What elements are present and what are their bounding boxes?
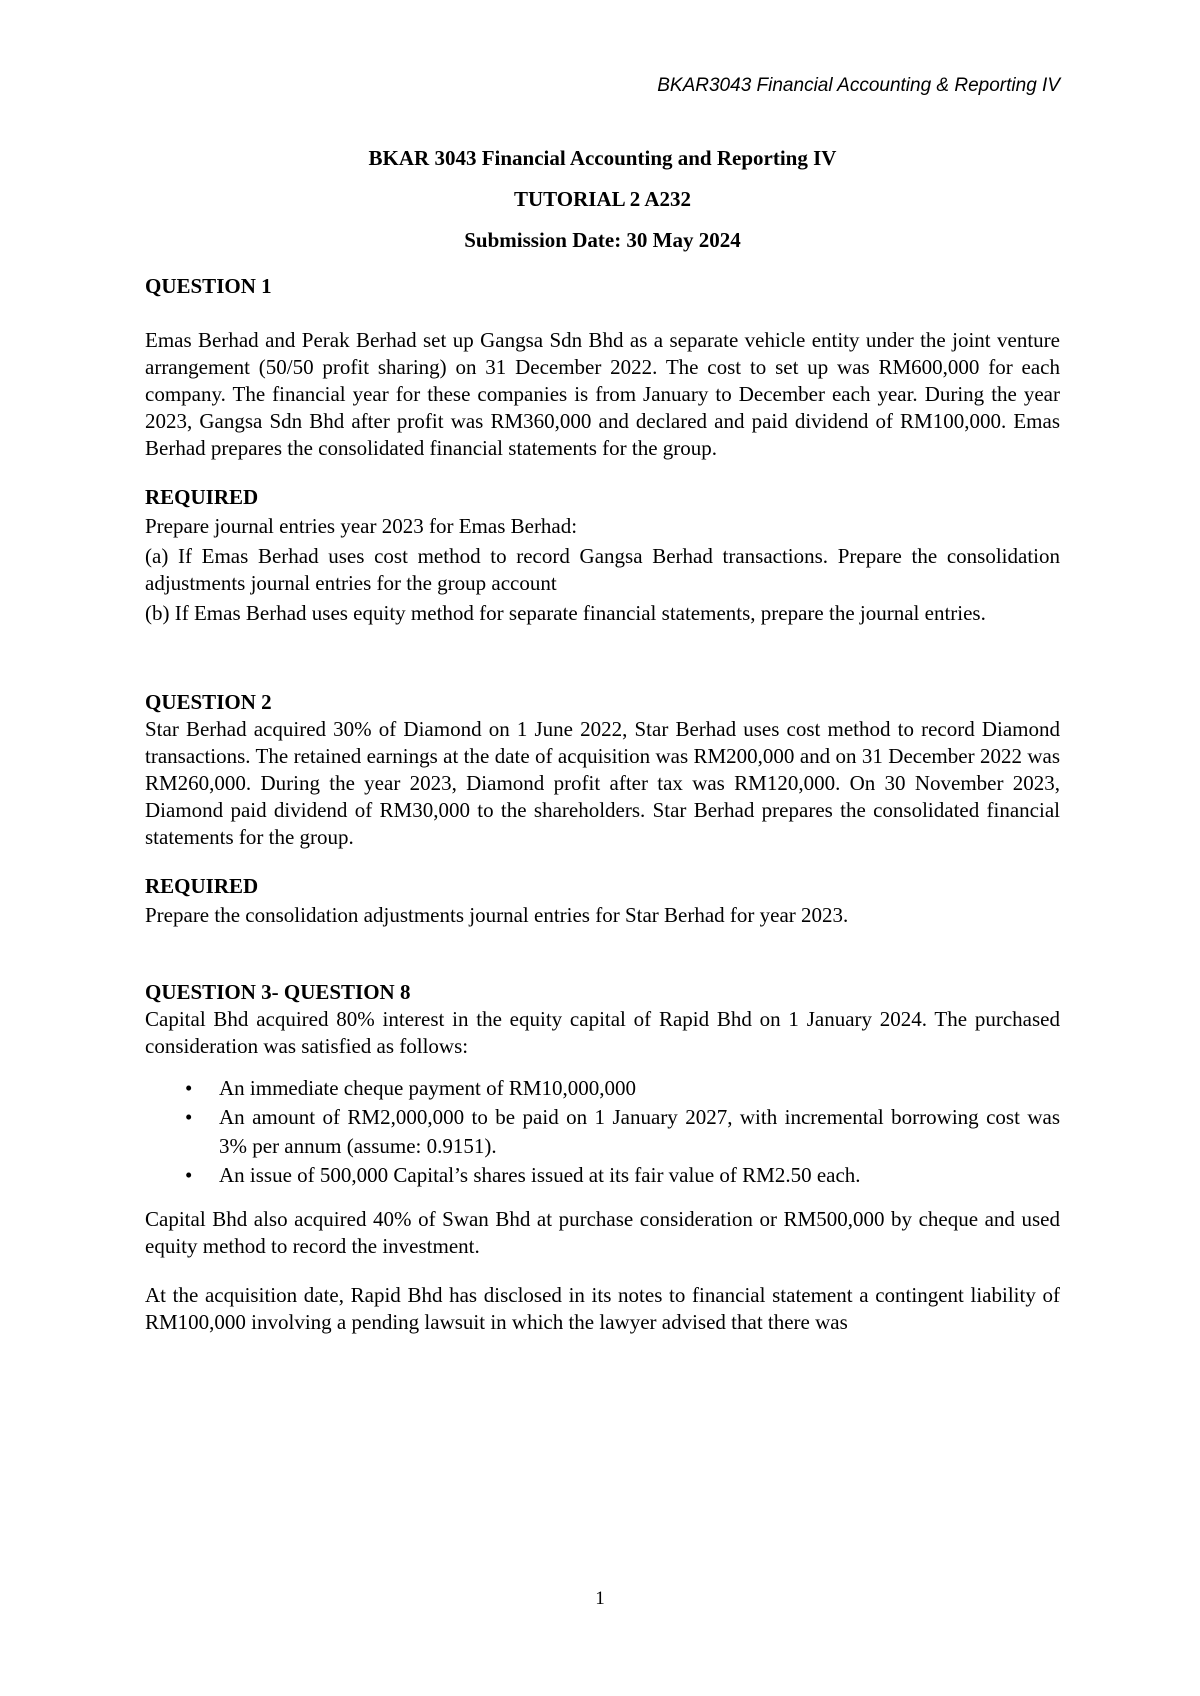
- question-2-body: Star Berhad acquired 30% of Diamond on 1 June 2022, Star Berhad uses cost method to record Diamond transactions. The retained earnings at the date of acquisition was RM200,000 and on 31 December 2022 was RM260,000. During the year 2023, Diamond profit after tax was RM120,000. On 30 November 2023, Diamond paid dividend of RM30,000 to the shareholders. Star Berhad prepares the consolidated financial statements for the group.: [145, 717, 1060, 849]
- document-body: [145, 145, 1060, 1336]
- question-2-heading: QUESTION 2: [145, 690, 272, 714]
- tutorial-title: TUTORIAL 2 A232: [514, 187, 691, 211]
- list-item: [145, 1103, 1060, 1161]
- question-2-required-text: Prepare the consolidation adjustments journal entries for Star Berhad for year 2023.: [145, 903, 849, 927]
- question-1-body: Emas Berhad and Perak Berhad set up Gangsa Sdn Bhd as a separate vehicle entity under the joint venture arrangement (50/50 profit sharing) on 31 December 2022. The cost to set up was RM600,000 for each company. The financial year for these companies is from January to December each year. During the year 2023, Gangsa Sdn Bhd after profit was RM360,000 and declared and paid dividend of RM100,000. Emas Berhad prepares the consolidated financial statements for the group.: [145, 328, 1060, 460]
- bullet-icon: •: [185, 1076, 193, 1100]
- list-item-text: An immediate cheque payment of RM10,000,000: [219, 1076, 636, 1100]
- bullet-icon: •: [185, 1105, 193, 1129]
- bullet-icon: •: [185, 1163, 193, 1187]
- question-3-swan-paragraph: Capital Bhd also acquired 40% of Swan Bhd at purchase consideration or RM500,000 by cheque and used equity method to record the investment.: [145, 1207, 1060, 1258]
- page-number: 1: [595, 1588, 605, 1609]
- consideration-list: [145, 1074, 1060, 1190]
- question-2-required-heading: REQUIRED: [145, 874, 259, 898]
- list-item: [145, 1161, 1060, 1190]
- question-1-heading: QUESTION 1: [145, 274, 272, 298]
- question-1-part-a: (a) If Emas Berhad uses cost method to record Gangsa Berhad transactions. Prepare the consolidation adjustments journal entries for the group account: [145, 544, 1060, 595]
- list-item-text: An issue of 500,000 Capital’s shares issued at its fair value of RM2.50 each.: [219, 1163, 861, 1187]
- question-1-required-intro: Prepare journal entries year 2023 for Emas Berhad:: [145, 514, 578, 538]
- list-item: [145, 1074, 1060, 1103]
- question-3-contingent-paragraph: At the acquisition date, Rapid Bhd has disclosed in its notes to financial statement a contingent liability of RM100,000 involving a pending lawsuit in which the lawyer advised that there was: [145, 1283, 1060, 1334]
- submission-date: Submission Date: 30 May 2024: [464, 228, 741, 252]
- question-1-part-b: (b) If Emas Berhad uses equity method for separate financial statements, prepare the journal entries.: [145, 601, 986, 625]
- question-3-intro: Capital Bhd acquired 80% interest in the equity capital of Rapid Bhd on 1 January 2024. The purchased consideration was satisfied as follows:: [145, 1007, 1060, 1058]
- course-title: BKAR 3043 Financial Accounting and Reporting IV: [368, 146, 837, 170]
- question-1-required-heading: REQUIRED: [145, 485, 259, 509]
- list-item-text: An amount of RM2,000,000 to be paid on 1 January 2027, with incremental borrowing cost was 3% per annum (assume: 0.9151).: [219, 1105, 1060, 1158]
- question-3-8-heading: QUESTION 3- QUESTION 8: [145, 980, 411, 1004]
- running-header: BKAR3043 Financial Accounting & Reporting IV: [657, 75, 1060, 96]
